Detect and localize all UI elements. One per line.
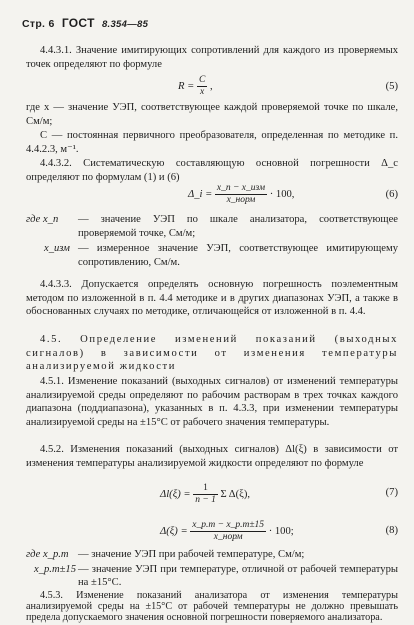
page-number: Стр. 6 [22,18,55,30]
formula-7-den: n − 1 [195,495,216,505]
formula-5 [178,75,213,98]
formula-6-den: x_норм [226,195,256,205]
formula-6-fraction [215,183,267,206]
formula-8-den: x_норм [213,532,243,542]
formula-7-fraction [193,483,218,506]
definition-c: C — постоянная первичного преобразователя, определенная по методике п. 4.4.2.3, м⁻¹. [26,130,398,155]
definition-xrt-text: — значение УЭП при рабочей температуре, См/м; [78,549,305,560]
gost-label: ГОСТ [61,16,95,30]
definition-xrt [26,548,398,562]
gost-number: 8.354—85 [101,19,149,30]
definition-xrt15 [26,563,398,590]
paragraph-4-4-3-1: 4.4.3.1. Значение имитирующих сопротивлений для каждого из проверяемых точек определяют по формуле [26,45,398,70]
formula-6-num: x_п − x_изм [216,183,266,193]
formula-8-num: x_р.т − x_р.т±15 [192,520,265,530]
formula-6 [188,183,294,206]
formula-8-tail: · 100; [268,525,294,537]
formula-5-number: (5) [385,81,398,92]
definition-xp-key: где x_п [26,214,59,225]
formula-7-sum: Σ Δ(ξ), [220,488,251,500]
formula-6-tail: · 100, [269,188,295,200]
formula-7-number: (7) [385,487,398,498]
definition-xrt-key: где x_р.т [26,549,69,560]
definition-x: где x — значение УЭП, соответствующее каждой проверяемой точке по шкале, См/м; [26,102,398,127]
definition-xizm-text: — измеренное значение УЭП, соответствующее имитирующему сопротивлению, См/м. [78,243,398,268]
definitions-6 [26,213,398,269]
definition-xp-text: — значение УЭП по шкале анализатора, соответствующее проверяемой точке, См/м; [78,214,398,239]
paragraph-4-5-1: 4.5.1. Изменение показаний (выходных сигналов) от изменений температуры анализируемой среды определяют по рабочим растворам в трех точках каждого диапазона (поддиапазона), указанных в п. 4.3.3, при изменении температуры анализируемой среды на ±15°C от рабочего значения температуры. [26,376,398,428]
section-4-5-heading: 4.5. Определение изменений показаний (выходных сигналов) в зависимости от изменения температуры анализируемой жидкости [26,334,398,373]
formula-7 [160,483,250,506]
paragraph-4-4-3-2: 4.4.3.2. Систематическую составляющую основной погрешности Δ_c определяют по формулам (1) и (6) [26,158,398,183]
formula-8 [160,520,294,543]
paragraph-4-5-2: 4.5.2. Изменения показаний (выходных сигналов) Δl(ξ) в зависимости от изменения температуры анализируемой жидкости определяют по формуле [26,444,398,469]
formula-7-num: 1 [193,483,218,495]
formula-8-number: (8) [385,525,398,536]
definition-xrt15-key: x_р.т±15 [34,563,77,575]
formula-5-lhs: R = [178,80,195,92]
formula-7-lhs: Δl(ξ) = [160,488,191,500]
paragraph-4-4-3-3: 4.4.3.3. Допускается определять основную погрешность поэлементным методом по изложенной в п. 4.4 методике и в других диапазонах УЭП, а также в обоснованных случаях по методике, отличающейся от изложенной в п. 4.4. [26,279,398,318]
definition-xizm-key: x_изм [44,243,70,255]
page-header [22,17,148,32]
definition-xizm [26,242,398,269]
definition-xp [26,213,398,240]
formula-6-lhs: Δ_i = [188,188,213,200]
formula-5-den: x [200,87,205,97]
definitions-8 [26,548,398,590]
formula-5-num: C [198,75,206,85]
formula-8-fraction [190,520,266,543]
formula-5-fraction [197,75,207,98]
definition-xrt15-text: — значение УЭП при температуре, отличной от рабочей температуры на ±15°C. [78,563,398,589]
formula-5-tail: , [209,80,213,92]
formula-8-lhs: Δ(ξ) = [160,525,188,537]
paragraph-4-5-3: 4.5.3. Изменение показаний анализатора от изменения температуры анализируемой среды на ±15°C от рабочей температуры не должно превышать предела допускаемого значения основной погрешности поверяемого анализатора. [26,590,398,624]
formula-6-number: (6) [385,189,398,200]
